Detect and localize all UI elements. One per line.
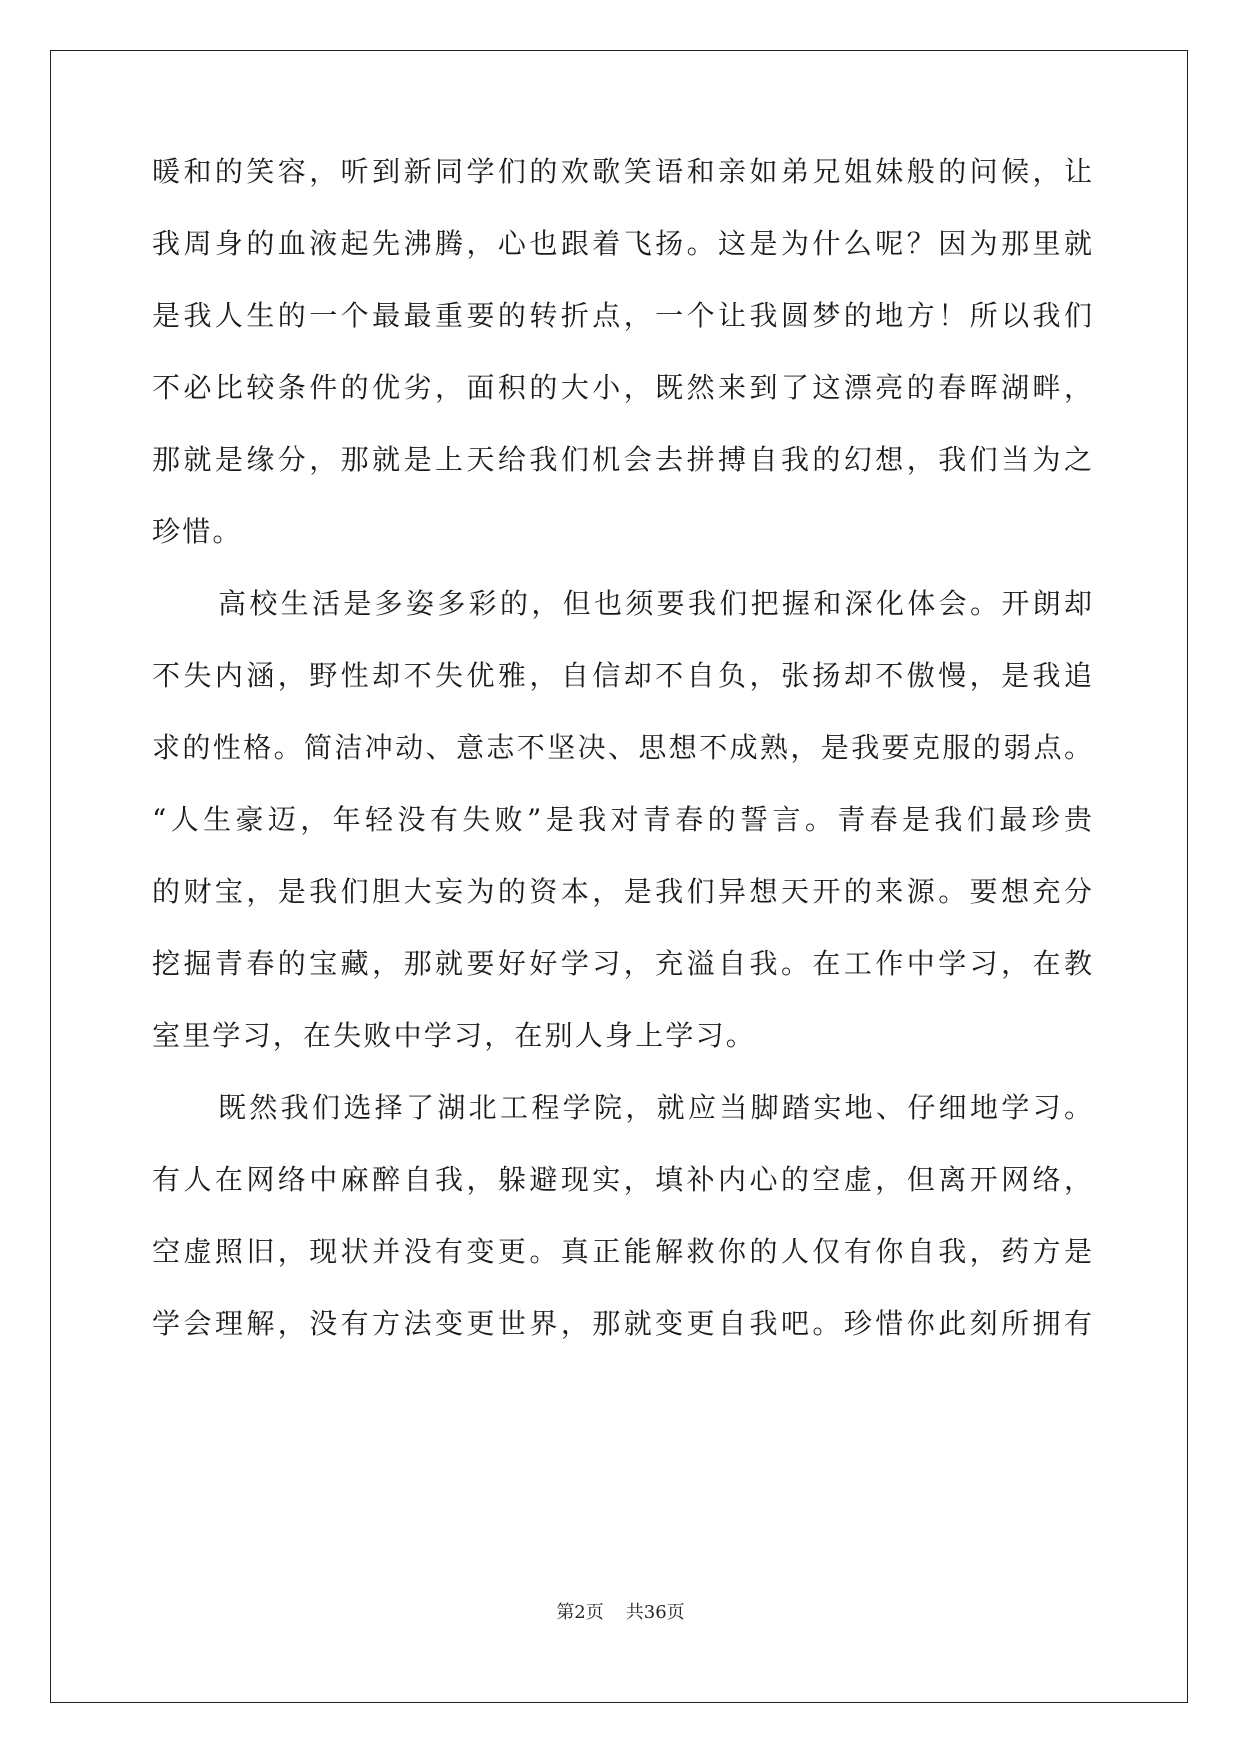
text-line: 空虚照旧，现状并没有变更。真正能解救你的人仅有你自我，药方是 bbox=[152, 1235, 1092, 1268]
text-line: 室里学习，在失败中学习，在别人身上学习。 bbox=[152, 1019, 757, 1052]
text-line: 求的性格。简洁冲动、意志不坚决、思想不成熟，是我要克服的弱点。 bbox=[152, 731, 1092, 764]
text-line: 暖和的笑容，听到新同学们的欢歌笑语和亲如弟兄姐妹般的问候，让 bbox=[152, 155, 1092, 188]
text-line: 不失内涵，野性却不失优雅，自信却不自负，张扬却不傲慢，是我追 bbox=[152, 659, 1092, 692]
page-total: 共36页 bbox=[625, 1602, 685, 1623]
text-line: 是我人生的一个最最重要的转折点，一个让我圆梦的地方！所以我们 bbox=[152, 299, 1092, 332]
paragraph-first-line: 既然我们选择了湖北工程学院，就应当脚踏实地、仔细地学习。 bbox=[218, 1091, 1092, 1124]
text-line: 学会理解，没有方法变更世界，那就变更自我吧。珍惜你此刻所拥有 bbox=[152, 1307, 1092, 1340]
text-line: 不必比较条件的优劣，面积的大小，既然来到了这漂亮的春晖湖畔， bbox=[152, 371, 1092, 404]
page-number: 第2页 bbox=[556, 1602, 604, 1623]
text-line: 珍惜。 bbox=[152, 515, 243, 548]
paragraph-first-line: 高校生活是多姿多彩的，但也须要我们把握和深化体会。开朗却 bbox=[218, 587, 1092, 620]
text-line: 的财宝，是我们胆大妄为的资本，是我们异想天开的来源。要想充分 bbox=[152, 875, 1092, 908]
text-line: 有人在网络中麻醉自我，躲避现实，填补内心的空虚，但离开网络， bbox=[152, 1163, 1092, 1196]
page-footer bbox=[0, 1601, 1241, 1625]
text-line: 我周身的血液起先沸腾，心也跟着飞扬。这是为什么呢？因为那里就 bbox=[152, 227, 1092, 260]
text-line: “人生豪迈，年轻没有失败”是我对青春的誓言。青春是我们最珍贵 bbox=[152, 803, 1092, 836]
text-line: 挖掘青春的宝藏，那就要好好学习，充溢自我。在工作中学习，在教 bbox=[152, 947, 1092, 980]
text-line: 那就是缘分，那就是上天给我们机会去拼搏自我的幻想，我们当为之 bbox=[152, 443, 1092, 476]
